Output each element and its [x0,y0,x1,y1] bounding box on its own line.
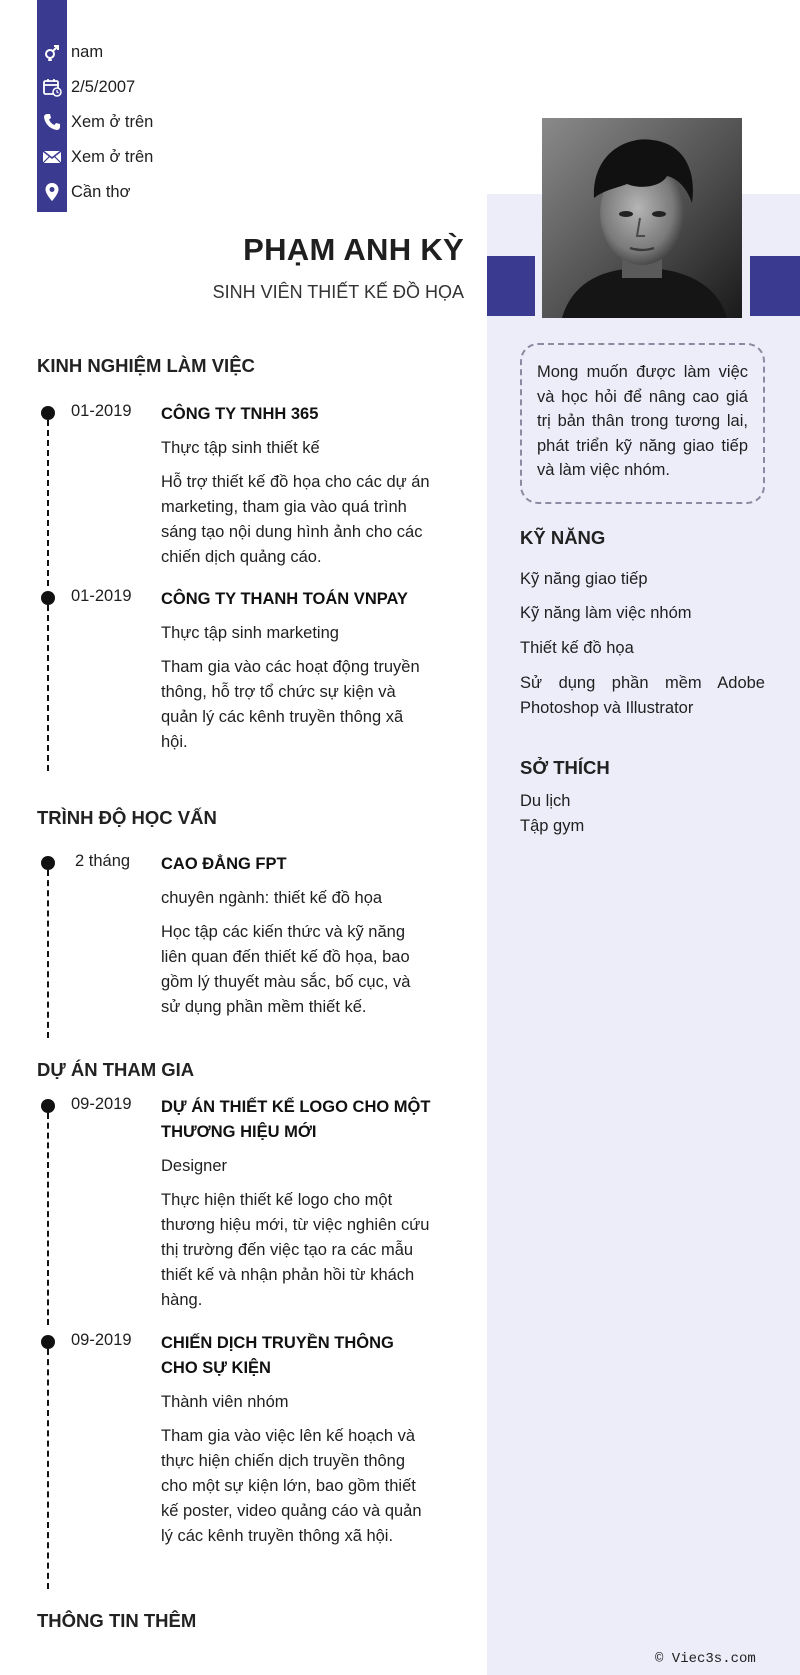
accent-block-left [487,256,535,316]
location-pin-icon [37,177,67,207]
skill-item: Thiết kế đồ họa [520,639,634,657]
contact-phone [37,107,153,137]
calendar-icon [37,72,67,102]
phone-icon [37,107,67,137]
entry-date: 09-2019 [71,1331,132,1349]
entry-position: Thành viên nhóm [161,1393,289,1411]
entry-date: 09-2019 [71,1095,132,1113]
entry-body [161,1331,431,1549]
entry-company: DỰ ÁN THIẾT KẾ LOGO CHO MỘT THƯƠNG HIỆU MỚI [161,1098,431,1141]
accent-block-right [750,256,800,316]
contact-birthday [37,72,135,102]
phone-text: Xem ở trên [71,112,154,131]
skill-item: Kỹ năng làm việc nhóm [520,604,692,622]
skill-item: Sử dụng phần mềm Adobe Photoshop và Illustrator [520,674,765,717]
timeline-line [47,605,49,771]
entry-position: chuyên ngành: thiết kế đồ họa [161,889,383,907]
entry-date: 2 tháng [75,852,131,870]
contact-gender [37,37,103,67]
entry-date: 01-2019 [71,587,132,605]
hobby-item: Du lịch [520,792,571,810]
entry-company: CHIẾN DỊCH TRUYỀN THÔNG CHO SỰ KIỆN [161,1334,394,1377]
entry-company: CAO ĐẲNG FPT [161,855,287,873]
gender-text: nam [71,42,104,61]
contact-location [37,177,130,207]
entry-position: Thực tập sinh thiết kế [161,439,320,457]
entry-company: CÔNG TY THANH TOÁN VNPAY [161,590,408,608]
timeline-dot [41,856,55,870]
candidate-name: PHẠM ANH KỲ [243,232,464,267]
entry-description: Tham gia vào việc lên kế hoạch và thực hiện chiến dịch truyền thông cho một sự kiện lớn, bao gồm thiết kế poster, video quảng cáo và quản lý các kênh truyền thông xã hội. [161,1427,422,1545]
profile-photo [542,118,742,318]
birthday-text: 2/5/2007 [71,77,136,96]
entry-description: Học tập các kiến thức và kỹ năng liên quan đến thiết kế đồ họa, bao gồm lý thuyết màu sắc, bố cục, và sử dụng phần mềm thiết kế. [161,923,411,1016]
entry-position: Designer [161,1157,228,1175]
email-text: Xem ở trên [71,147,154,166]
entry-description: Hỗ trợ thiết kế đồ họa cho các dự án marketing, tham gia vào quá trình sáng tạo nội dung hình ảnh cho các chiến dịch quảng cáo. [161,473,430,566]
extra-info-title: THÔNG TIN THÊM [37,1610,197,1631]
timeline-line [47,1349,49,1589]
hobbies-title: SỞ THÍCH [520,757,610,778]
entry-body [161,1095,431,1313]
entry-date: 01-2019 [71,402,132,420]
entry-company: CÔNG TY TNHH 365 [161,405,319,423]
projects-title: DỰ ÁN THAM GIA [37,1059,195,1080]
education-title: TRÌNH ĐỘ HỌC VẤN [37,807,217,828]
timeline-line [47,870,49,1038]
watermark: © Viec3s.com [655,1651,756,1667]
skill-item: Kỹ năng giao tiếp [520,570,648,588]
timeline-dot [41,406,55,420]
timeline-line [47,1113,49,1325]
location-text: Cần thơ [71,182,131,201]
experience-title: KINH NGHIỆM LÀM VIỆC [37,355,255,376]
entry-body [161,852,431,1020]
timeline-dot [41,591,55,605]
entry-description: Thực hiện thiết kế logo cho một thương hiệu mới, từ việc nghiên cứu thị trường đến việc tạo ra các mẫu thiết kế và nhận phản hồi từ khách hàng. [161,1191,430,1309]
entry-body [161,402,431,570]
entry-body [161,587,431,755]
skills-title: KỸ NĂNG [520,527,606,548]
career-objective: Mong muốn được làm việc và học hỏi để nâng cao giá trị bản thân trong tương lai, phát triển kỹ năng giao tiếp và làm việc nhóm. [520,343,765,504]
timeline-line [47,420,49,586]
candidate-role: SINH VIÊN THIẾT KẾ ĐỒ HỌA [212,282,464,302]
mail-icon [37,142,67,172]
gender-icon [37,37,67,67]
entry-position: Thực tập sinh marketing [161,624,339,642]
contact-email [37,142,153,172]
hobby-item: Tập gym [520,817,585,835]
timeline-dot [41,1335,55,1349]
entry-description: Tham gia vào các hoạt động truyền thông, hỗ trợ tổ chức sự kiện và quản lý các kênh truyền thông xã hội. [161,658,420,751]
timeline-dot [41,1099,55,1113]
